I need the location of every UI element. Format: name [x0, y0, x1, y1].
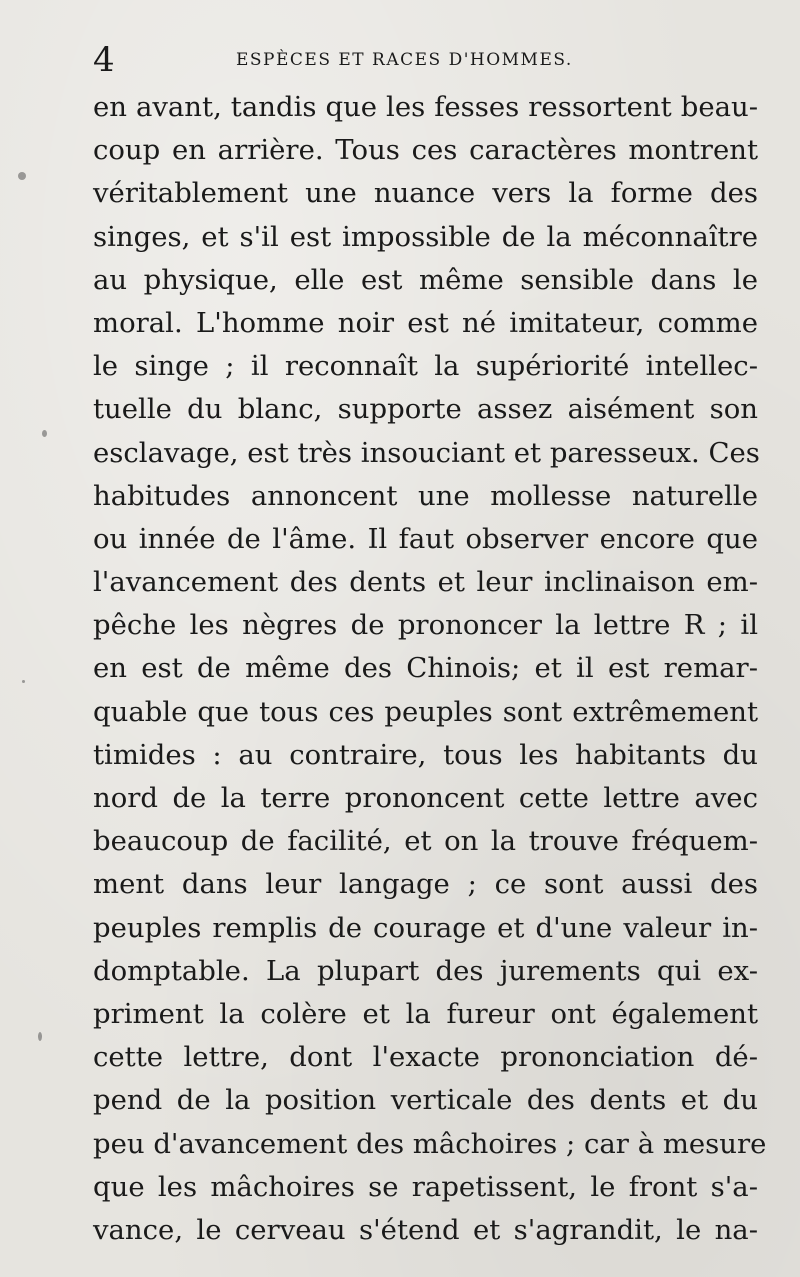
- text-line: singes, et s'il est impossible de la méconnaître: [93, 220, 758, 253]
- text-line: pend de la position verticale des dents et du: [93, 1084, 758, 1117]
- text-line: tuelle du blanc, supporte assez aisément son: [93, 393, 758, 426]
- text-line: au physique, elle est même sensible dans le: [93, 263, 758, 296]
- text-line: nord de la terre prononcent cette lettre avec: [93, 782, 758, 814]
- text-line: peuples remplis de courage et d'une valeur in-: [93, 911, 758, 944]
- text-line: cette lettre, dont l'exacte prononciation dé-: [93, 1041, 758, 1074]
- text-line: coup en arrière. Tous ces caractères montrent: [93, 134, 758, 167]
- text-line: priment la colère et la fureur ont également: [93, 997, 758, 1030]
- text-line: beaucoup de facilité, et on la trouve fréquem-: [93, 825, 758, 858]
- text-line: habitudes annoncent une mollesse naturelle: [93, 479, 758, 512]
- page-number: 4: [93, 40, 115, 80]
- paper-speck: [38, 1032, 42, 1041]
- text-line: en est de même des Chinois; et il est remar-: [93, 652, 758, 685]
- text-line: le singe ; il reconnaît la supériorité intellec-: [93, 350, 758, 383]
- text-line: domptable. La plupart des jurements qui ex-: [93, 954, 758, 987]
- text-line: pêche les nègres de prononcer la lettre R ; il: [93, 609, 758, 642]
- text-line: ment dans leur langage ; ce sont aussi des: [93, 868, 758, 901]
- text-line: moral. L'homme noir est né imitateur, comme: [93, 306, 758, 339]
- text-line: timides : au contraire, tous les habitants du: [93, 738, 758, 771]
- text-line: quable que tous ces peuples sont extrêmement: [93, 695, 758, 728]
- body-paragraph: [93, 86, 767, 1252]
- paper-speck: [18, 172, 26, 180]
- paper-speck: [42, 430, 47, 437]
- text-line: l'avancement des dents et leur inclinaison em-: [93, 566, 758, 599]
- text-line: en avant, tandis que les fesses ressortent beau-: [93, 91, 758, 123]
- paper-speck: [22, 680, 25, 683]
- text-line: peu d'avancement des mâchoires ; car à mesure: [93, 1127, 767, 1160]
- text-line: vance, le cerveau s'étend et s'agrandit, le na-: [93, 1213, 758, 1246]
- running-title: ESPÈCES ET RACES D'HOMMES.: [236, 50, 573, 70]
- text-line: que les mâchoires se rapetissent, le front s'a-: [93, 1170, 758, 1203]
- text-line: véritablement une nuance vers la forme des: [93, 177, 758, 210]
- text-line: ou innée de l'âme. Il faut observer encore que: [93, 522, 758, 555]
- text-line: esclavage, est très insouciant et paresseux. Ces: [93, 436, 760, 469]
